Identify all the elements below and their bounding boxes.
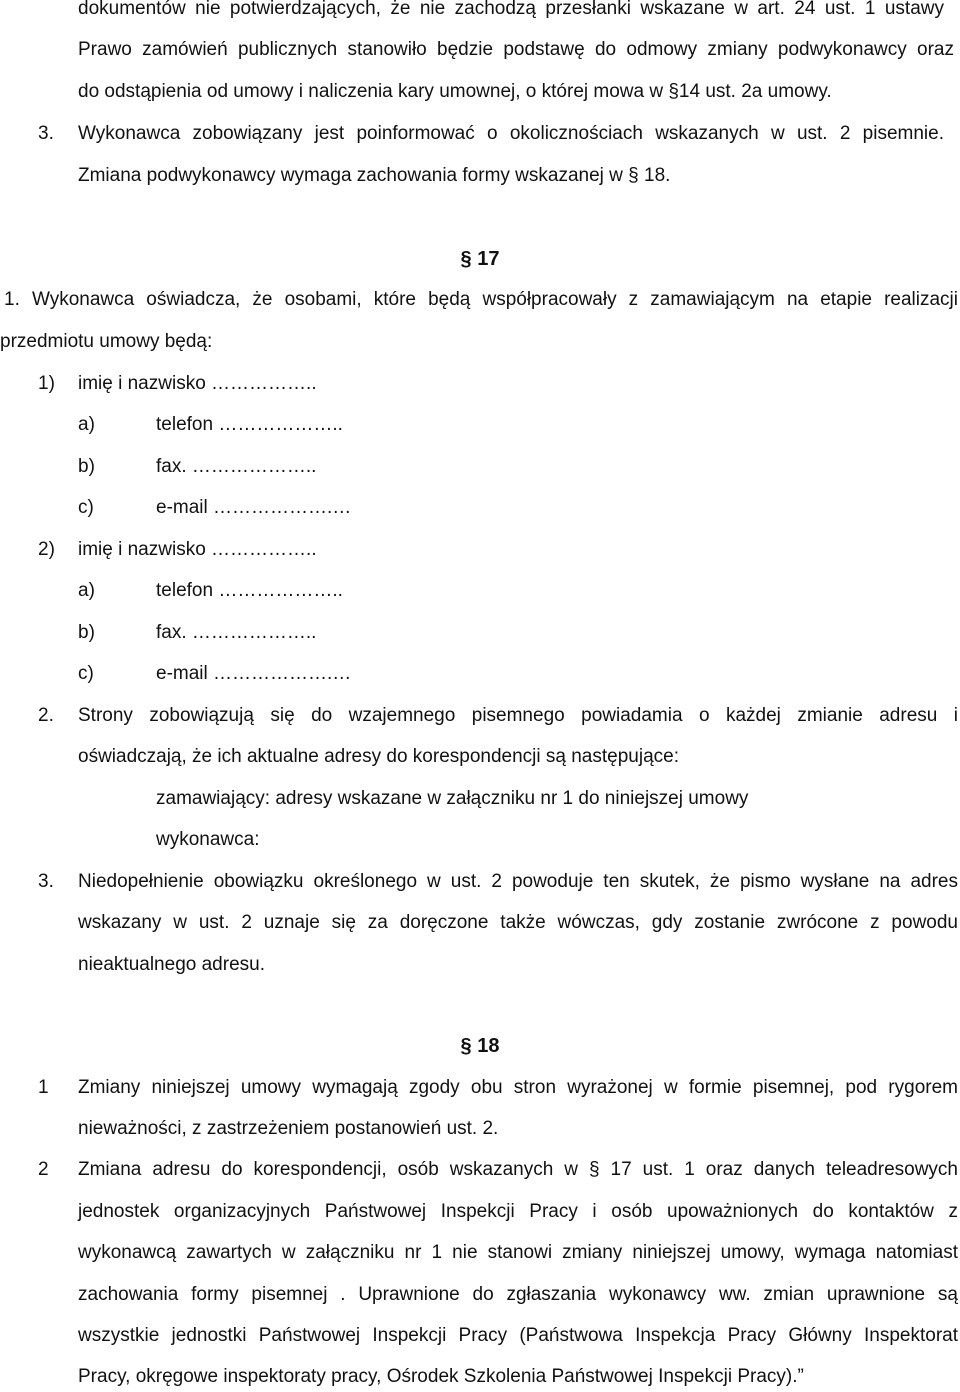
s18-p2-line-2: jednostek organizacyjnych Państwowej Inspekcji Pracy i osób upoważnionych do kontaktów z [78, 1201, 958, 1222]
contact-1-number: 1) [38, 373, 55, 394]
contact-2-c-letter: c) [78, 663, 94, 684]
section-18-heading: § 18 [460, 1035, 500, 1057]
intro-line-2: Prawo zamówień publicznych stanowiło będzie podstawę do odmowy zmiany podwykonawcy oraz [78, 39, 954, 60]
s17-p2-line-1: Strony zobowiązują się do wzajemnego pisemnego powiadamia o każdej zmianie adresu i [78, 705, 958, 726]
contact-2-number: 2) [38, 539, 55, 560]
contact-1-a-letter: a) [78, 414, 95, 435]
section-17-heading: § 17 [460, 248, 500, 270]
contact-2-a-letter: a) [78, 580, 95, 601]
s18-p1-number: 1 [38, 1077, 49, 1098]
contact-1-name: imię i nazwisko …………….. [78, 373, 317, 394]
p3-line-1: Wykonawca zobowiązany jest poinformować o okolicznościach wskazanych w ust. 2 pisemnie. [78, 123, 944, 144]
s18-p2-line-4: zachowania formy pisemnej . Uprawnione do zgłaszania wykonawcy ww. zmian uprawnione są [78, 1284, 958, 1305]
s17-p2-line-3: zamawiający: adresy wskazane w załączniku nr 1 do niniejszej umowy [156, 788, 749, 809]
s17-p2-line-4: wykonawca: [156, 829, 260, 850]
s17-p3-line-2: wskazany w ust. 2 uznaje się za doręczone także wówczas, gdy zostanie zwrócone z powodu [78, 912, 958, 933]
s18-p1-line-2: nieważności, z zastrzeżeniem postanowień ust. 2. [78, 1118, 499, 1139]
s17-p2-line-2: oświadczają, że ich aktualne adresy do korespondencji są następujące: [78, 746, 679, 767]
s17-p1-line-1: 1. Wykonawca oświadcza, że osobami, które będą współpracowały z zamawiającym na etapie realizacji [4, 289, 958, 310]
s18-p2-line-3: wykonawcą zawartych w załączniku nr 1 nie stanowi zmiany niniejszej umowy, wymaga natomiast [78, 1242, 958, 1263]
p3-line-2: Zmiana podwykonawcy wymaga zachowania formy wskazanej w § 18. [78, 165, 671, 186]
s17-p3-number: 3. [38, 871, 54, 892]
contact-1-phone: telefon ……………….. [156, 414, 343, 435]
intro-line-3: do odstąpienia od umowy i naliczenia kary umownej, o której mowa w §14 ust. 2a umowy. [78, 81, 832, 102]
contact-1-email: e-mail ……………….… [156, 497, 352, 518]
contact-2-phone: telefon ……………….. [156, 580, 343, 601]
contact-1-c-letter: c) [78, 497, 94, 518]
contact-2-b-letter: b) [78, 622, 95, 643]
s18-p2-line-1: Zmiana adresu do korespondencji, osób wskazanych w § 17 ust. 1 oraz danych teleadresowych [78, 1159, 958, 1180]
contact-2-email: e-mail ……………….… [156, 663, 352, 684]
s17-p1-line-2: przedmiotu umowy będą: [0, 331, 213, 352]
contact-2-fax: fax. ……………….. [156, 622, 317, 643]
p3-number: 3. [38, 123, 54, 144]
s18-p2-line-5: wszystkie jednostki Państwowej Inspekcji Pracy (Państwowa Inspekcja Pracy Główny Inspektorat [78, 1325, 958, 1346]
s17-p3-line-3: nieaktualnego adresu. [78, 954, 265, 975]
s18-p1-line-1: Zmiany niniejszej umowy wymagają zgody obu stron wyrażonej w formie pisemnej, pod rygorem [78, 1077, 958, 1098]
contact-1-b-letter: b) [78, 456, 95, 477]
s17-p2-number: 2. [38, 705, 54, 726]
s18-p2-number: 2 [38, 1159, 49, 1180]
s18-p2-line-6: Pracy, okręgowe inspektoraty pracy, Ośrodek Szkolenia Państwowej Inspekcji Pracy).” [78, 1366, 804, 1387]
s17-p3-line-1: Niedopełnienie obowiązku określonego w ust. 2 powoduje ten skutek, że pismo wysłane na adres [78, 871, 958, 892]
contact-1-fax: fax. ……………….. [156, 456, 317, 477]
contact-2-name: imię i nazwisko …………….. [78, 539, 317, 560]
intro-line-1: dokumentów nie potwierdzających, że nie zachodzą przesłanki wskazane w art. 24 ust. 1 ustawy [78, 0, 944, 19]
